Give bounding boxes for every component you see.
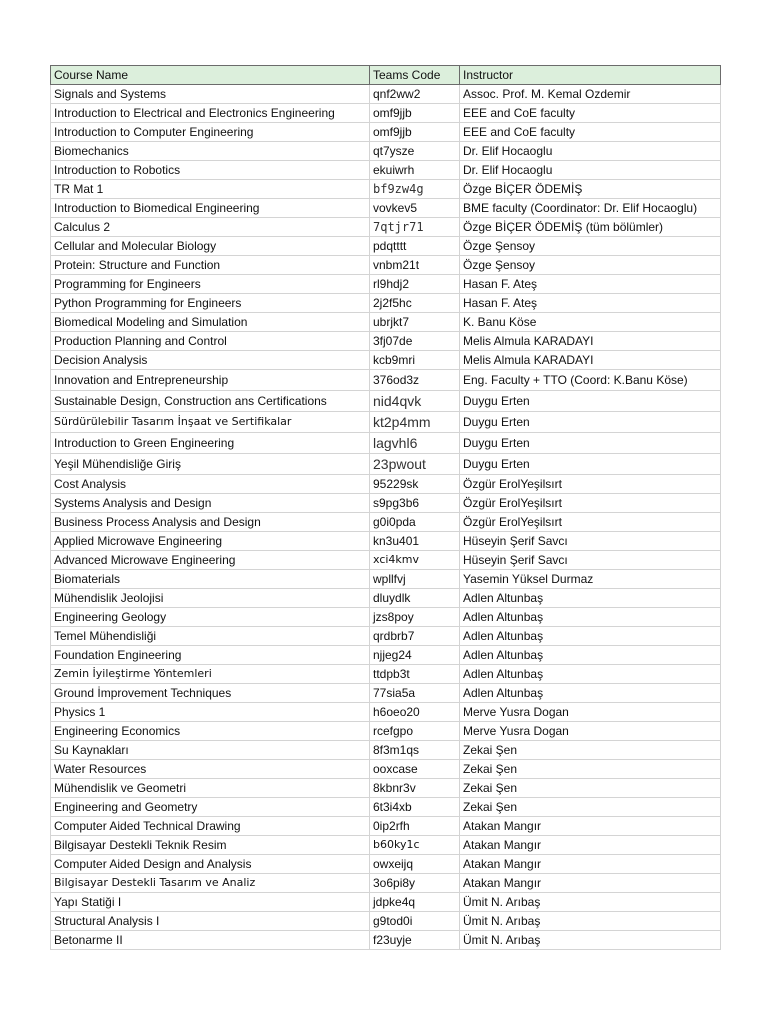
teams-code-cell[interactable]: pdqtttt: [370, 237, 460, 256]
instructor-cell[interactable]: EEE and CoE faculty: [460, 123, 721, 142]
course-name-cell[interactable]: Engineering Geology: [51, 608, 370, 627]
table-row: [51, 237, 721, 256]
table-row: [51, 218, 721, 237]
table-row: [51, 313, 721, 332]
course-name-cell[interactable]: Introduction to Biomedical Engineering: [51, 199, 370, 218]
instructor-cell[interactable]: BME faculty (Coordinator: Dr. Elif Hocaoglu): [460, 199, 721, 218]
table-row: [51, 104, 721, 123]
teams-code-cell[interactable]: omf9jjb: [370, 104, 460, 123]
instructor-cell[interactable]: Duygu Erten: [460, 412, 721, 433]
teams-code-cell[interactable]: vnbm21t: [370, 256, 460, 275]
course-name-cell[interactable]: Mühendislik Jeolojisi: [51, 589, 370, 608]
teams-code-cell[interactable]: omf9jjb: [370, 123, 460, 142]
table-row: [51, 722, 721, 741]
table-row: [51, 475, 721, 494]
instructor-cell[interactable]: Hasan F. Ateş: [460, 275, 721, 294]
course-name-cell[interactable]: Physics 1: [51, 703, 370, 722]
instructor-cell[interactable]: Özge Şensoy: [460, 237, 721, 256]
course-name-cell[interactable]: Sustainable Design, Construction ans Certifications: [51, 391, 370, 412]
instructor-cell[interactable]: Dr. Elif Hocaoglu: [460, 161, 721, 180]
course-name-cell[interactable]: Programming for Engineers: [51, 275, 370, 294]
table-row: [51, 912, 721, 931]
teams-code-cell[interactable]: 376od3z: [370, 370, 460, 391]
instructor-cell[interactable]: Atakan Mangır: [460, 836, 721, 855]
course-name-cell[interactable]: TR Mat 1: [51, 180, 370, 199]
course-name-cell[interactable]: Su Kaynakları: [51, 741, 370, 760]
teams-code-cell[interactable]: 95229sk: [370, 475, 460, 494]
course-name-cell[interactable]: Production Planning and Control: [51, 332, 370, 351]
header-teams-code[interactable]: Teams Code: [370, 66, 460, 85]
header-instructor[interactable]: Instructor: [460, 66, 721, 85]
course-name-cell[interactable]: Biomechanics: [51, 142, 370, 161]
instructor-cell[interactable]: EEE and CoE faculty: [460, 104, 721, 123]
instructor-cell[interactable]: Dr. Elif Hocaoglu: [460, 142, 721, 161]
teams-code-cell[interactable]: vovkev5: [370, 199, 460, 218]
course-name-cell[interactable]: Temel Mühendisliği: [51, 627, 370, 646]
instructor-cell[interactable]: Hasan F. Ateş: [460, 294, 721, 313]
teams-code-cell[interactable]: 8kbnr3v: [370, 779, 460, 798]
teams-code-cell[interactable]: 7qtjr71: [370, 218, 460, 237]
course-name-cell[interactable]: Betonarme II: [51, 931, 370, 950]
table-row: [51, 494, 721, 513]
course-name-cell[interactable]: Yeşil Mühendisliğe Giriş: [51, 454, 370, 475]
courses-table: [50, 65, 721, 950]
instructor-cell[interactable]: Atakan Mangır: [460, 874, 721, 893]
table-row: [51, 370, 721, 391]
teams-code-cell[interactable]: 77sia5a: [370, 684, 460, 703]
course-name-cell[interactable]: Zemin İyileştirme Yöntemleri: [51, 665, 370, 684]
table-row: [51, 836, 721, 855]
instructor-cell[interactable]: Ümit N. Arıbaş: [460, 912, 721, 931]
table-row: [51, 123, 721, 142]
course-name-cell[interactable]: Protein: Structure and Function: [51, 256, 370, 275]
teams-code-cell[interactable]: xci4kmv: [370, 551, 460, 570]
course-name-cell[interactable]: Systems Analysis and Design: [51, 494, 370, 513]
course-name-cell[interactable]: Bilgisayar Destekli Tasarım ve Analiz: [51, 874, 370, 893]
course-name-cell[interactable]: Introduction to Robotics: [51, 161, 370, 180]
instructor-cell[interactable]: Özge Şensoy: [460, 256, 721, 275]
course-name-cell[interactable]: Signals and Systems: [51, 85, 370, 104]
course-name-cell[interactable]: Biomaterials: [51, 570, 370, 589]
teams-code-cell[interactable]: s9pg3b6: [370, 494, 460, 513]
teams-code-cell[interactable]: lagvhl6: [370, 433, 460, 454]
instructor-cell[interactable]: Adlen Altunbaş: [460, 646, 721, 665]
table-row: [51, 665, 721, 684]
instructor-cell[interactable]: Ümit N. Arıbaş: [460, 931, 721, 950]
table-row: [51, 142, 721, 161]
table-row: [51, 608, 721, 627]
course-name-cell[interactable]: Foundation Engineering: [51, 646, 370, 665]
instructor-cell[interactable]: Eng. Faculty + TTO (Coord: K.Banu Köse): [460, 370, 721, 391]
course-name-cell[interactable]: Python Programming for Engineers: [51, 294, 370, 313]
course-name-cell[interactable]: Yapı Statiği I: [51, 893, 370, 912]
table-row: [51, 760, 721, 779]
table-row: [51, 931, 721, 950]
course-name-cell[interactable]: Introduction to Computer Engineering: [51, 123, 370, 142]
table-row: [51, 893, 721, 912]
course-name-cell[interactable]: Advanced Microwave Engineering: [51, 551, 370, 570]
instructor-cell[interactable]: Adlen Altunbaş: [460, 608, 721, 627]
course-name-cell[interactable]: Applied Microwave Engineering: [51, 532, 370, 551]
instructor-cell[interactable]: Özge BİÇER ÖDEMİŞ: [460, 180, 721, 199]
teams-code-cell[interactable]: rcefgpo: [370, 722, 460, 741]
instructor-cell[interactable]: Adlen Altunbaş: [460, 665, 721, 684]
teams-code-cell[interactable]: owxeijq: [370, 855, 460, 874]
teams-code-cell[interactable]: njjeg24: [370, 646, 460, 665]
instructor-cell[interactable]: Adlen Altunbaş: [460, 589, 721, 608]
instructor-cell[interactable]: Duygu Erten: [460, 454, 721, 475]
table-row: [51, 275, 721, 294]
instructor-cell[interactable]: Ümit N. Arıbaş: [460, 893, 721, 912]
instructor-cell[interactable]: Yasemin Yüksel Durmaz: [460, 570, 721, 589]
course-name-cell[interactable]: Ground İmprovement Techniques: [51, 684, 370, 703]
course-name-cell[interactable]: Cellular and Molecular Biology: [51, 237, 370, 256]
teams-code-cell[interactable]: ttdpb3t: [370, 665, 460, 684]
table-row: [51, 570, 721, 589]
teams-code-cell[interactable]: ooxcase: [370, 760, 460, 779]
course-name-cell[interactable]: Biomedical Modeling and Simulation: [51, 313, 370, 332]
table-row: [51, 817, 721, 836]
course-name-cell[interactable]: Mühendislik ve Geometri: [51, 779, 370, 798]
teams-code-cell[interactable]: 6t3i4xb: [370, 798, 460, 817]
instructor-cell[interactable]: Merve Yusra Dogan: [460, 703, 721, 722]
course-name-cell[interactable]: Engineering Economics: [51, 722, 370, 741]
teams-code-cell[interactable]: jdpke4q: [370, 893, 460, 912]
table-row: [51, 703, 721, 722]
instructor-cell[interactable]: Zekai Şen: [460, 798, 721, 817]
instructor-cell[interactable]: Özgür ErolYeşilsırt: [460, 513, 721, 532]
teams-code-cell[interactable]: jzs8poy: [370, 608, 460, 627]
teams-code-cell[interactable]: nid4qvk: [370, 391, 460, 412]
teams-code-cell[interactable]: h6oeo20: [370, 703, 460, 722]
table-row: [51, 684, 721, 703]
table-row: [51, 332, 721, 351]
table-row: [51, 874, 721, 893]
instructor-cell[interactable]: Özge BİÇER ÖDEMİŞ (tüm bölümler): [460, 218, 721, 237]
instructor-cell[interactable]: Atakan Mangır: [460, 855, 721, 874]
table-row: [51, 454, 721, 475]
course-name-cell[interactable]: Decision Analysis: [51, 351, 370, 370]
teams-code-cell[interactable]: kcb9mri: [370, 351, 460, 370]
table-row: [51, 798, 721, 817]
teams-code-cell[interactable]: wpllfvj: [370, 570, 460, 589]
course-name-cell[interactable]: Cost Analysis: [51, 475, 370, 494]
table-row: [51, 351, 721, 370]
instructor-cell[interactable]: Adlen Altunbaş: [460, 684, 721, 703]
table-row: [51, 589, 721, 608]
table-row: [51, 85, 721, 104]
table-row: [51, 741, 721, 760]
instructor-cell[interactable]: Atakan Mangır: [460, 817, 721, 836]
instructor-cell[interactable]: Hüseyin Şerif Savcı: [460, 551, 721, 570]
teams-code-cell[interactable]: g0i0pda: [370, 513, 460, 532]
instructor-cell[interactable]: K. Banu Köse: [460, 313, 721, 332]
table-row: [51, 180, 721, 199]
course-name-cell[interactable]: Water Resources: [51, 760, 370, 779]
instructor-cell[interactable]: Assoc. Prof. M. Kemal Ozdemir: [460, 85, 721, 104]
table-row: [51, 627, 721, 646]
header-row: [51, 66, 721, 85]
teams-code-cell[interactable]: 23pwout: [370, 454, 460, 475]
course-name-cell[interactable]: Computer Aided Design and Analysis: [51, 855, 370, 874]
instructor-cell[interactable]: Melis Almula KARADAYI: [460, 332, 721, 351]
course-name-cell[interactable]: Structural Analysis I: [51, 912, 370, 931]
course-name-cell[interactable]: Introduction to Green Engineering: [51, 433, 370, 454]
course-name-cell[interactable]: Innovation and Entrepreneurship: [51, 370, 370, 391]
instructor-cell[interactable]: Duygu Erten: [460, 433, 721, 454]
course-name-cell[interactable]: Business Process Analysis and Design: [51, 513, 370, 532]
teams-code-cell[interactable]: 3o6pi8y: [370, 874, 460, 893]
course-name-cell[interactable]: Computer Aided Technical Drawing: [51, 817, 370, 836]
course-name-cell[interactable]: Engineering and Geometry: [51, 798, 370, 817]
table-row: [51, 294, 721, 313]
teams-code-cell[interactable]: 8f3m1qs: [370, 741, 460, 760]
instructor-cell[interactable]: Zekai Şen: [460, 760, 721, 779]
course-name-cell[interactable]: Sürdürülebilir Tasarım İnşaat ve Sertifikalar: [51, 412, 370, 433]
teams-code-cell[interactable]: qt7ysze: [370, 142, 460, 161]
instructor-cell[interactable]: Özgür ErolYeşilsırt: [460, 475, 721, 494]
teams-code-cell[interactable]: qnf2ww2: [370, 85, 460, 104]
teams-code-cell[interactable]: dluydlk: [370, 589, 460, 608]
instructor-cell[interactable]: Hüseyin Şerif Savcı: [460, 532, 721, 551]
table-body: [51, 85, 721, 950]
table-row: [51, 779, 721, 798]
instructor-cell[interactable]: Merve Yusra Dogan: [460, 722, 721, 741]
teams-code-cell[interactable]: qrdbrb7: [370, 627, 460, 646]
teams-code-cell[interactable]: ekuiwrh: [370, 161, 460, 180]
teams-code-cell[interactable]: 3fj07de: [370, 332, 460, 351]
instructor-cell[interactable]: Özgür ErolYeşilsırt: [460, 494, 721, 513]
teams-code-cell[interactable]: g9tod0i: [370, 912, 460, 931]
course-name-cell[interactable]: Calculus 2: [51, 218, 370, 237]
table-row: [51, 513, 721, 532]
instructor-cell[interactable]: Zekai Şen: [460, 779, 721, 798]
course-name-cell[interactable]: Bilgisayar Destekli Teknik Resim: [51, 836, 370, 855]
teams-code-cell[interactable]: 0ip2rfh: [370, 817, 460, 836]
teams-code-cell[interactable]: kn3u401: [370, 532, 460, 551]
table-row: [51, 412, 721, 433]
teams-code-cell[interactable]: bf9zw4g: [370, 180, 460, 199]
table-row: [51, 855, 721, 874]
table-row: [51, 391, 721, 412]
table-row: [51, 433, 721, 454]
teams-code-cell[interactable]: f23uyje: [370, 931, 460, 950]
spreadsheet: [50, 65, 720, 950]
instructor-cell[interactable]: Zekai Şen: [460, 741, 721, 760]
instructor-cell[interactable]: Duygu Erten: [460, 391, 721, 412]
table-row: [51, 161, 721, 180]
table-row: [51, 532, 721, 551]
header-course-name[interactable]: Course Name: [51, 66, 370, 85]
course-name-cell[interactable]: Introduction to Electrical and Electronics Engineering: [51, 104, 370, 123]
table-row: [51, 199, 721, 218]
instructor-cell[interactable]: Melis Almula KARADAYI: [460, 351, 721, 370]
teams-code-cell[interactable]: rl9hdj2: [370, 275, 460, 294]
table-row: [51, 551, 721, 570]
teams-code-cell[interactable]: ubrjkt7: [370, 313, 460, 332]
table-row: [51, 256, 721, 275]
table-row: [51, 646, 721, 665]
teams-code-cell[interactable]: 2j2f5hc: [370, 294, 460, 313]
instructor-cell[interactable]: Adlen Altunbaş: [460, 627, 721, 646]
teams-code-cell[interactable]: b60ky1c: [370, 836, 460, 855]
teams-code-cell[interactable]: kt2p4mm: [370, 412, 460, 433]
